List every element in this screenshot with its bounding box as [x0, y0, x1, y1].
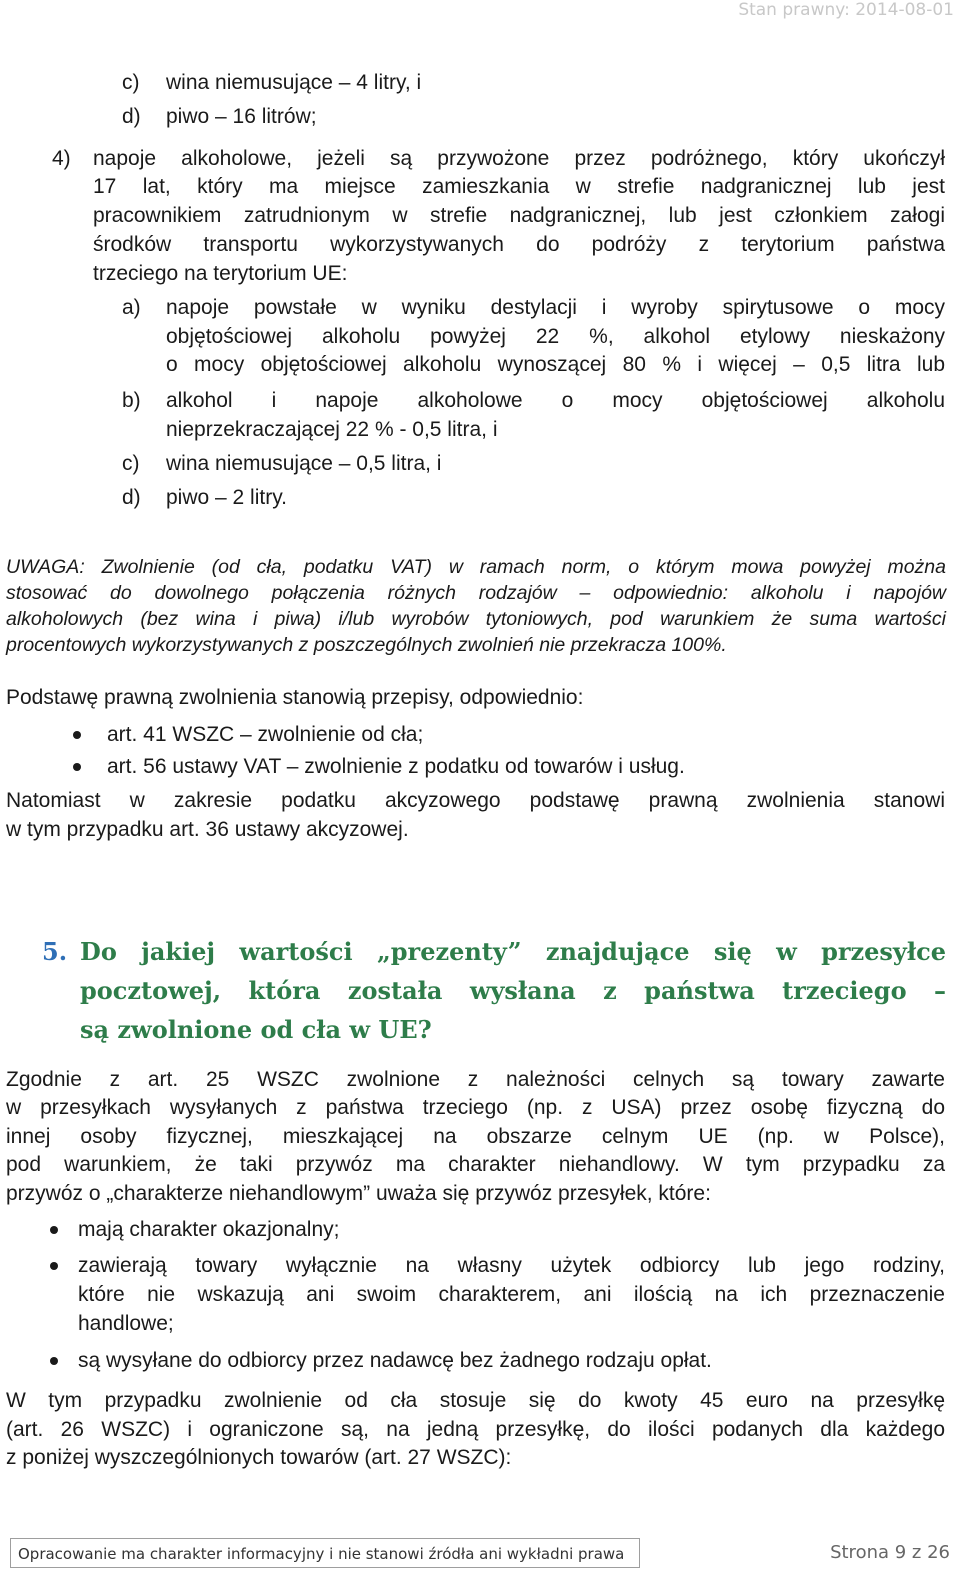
list-marker: c) — [122, 71, 140, 94]
paragraph-line: nieprzekraczającej 22 % - 0,5 litra, i — [166, 418, 498, 441]
paragraph-line: (art. 26 WSZC) i ograniczone są, na jedną przesyłkę, do ilości podanych dla każdego — [6, 1418, 945, 1441]
note-line: UWAGA: Zwolnienie (od cła, podatku VAT) w ramach norm, o którym mowa powyżej można — [6, 556, 946, 578]
paragraph-line: trzeciego na terytorium UE: — [93, 262, 348, 285]
bullet-text: zawierają towary wyłącznie na własny użytek odbiorcy lub jego rodziny, — [78, 1254, 945, 1277]
paragraph-line: pod warunkiem, że taki przywóz ma charakter niehandlowy. W tym przypadku za — [6, 1153, 945, 1176]
paragraph-line: z poniżej wyszczególnionych towarów (art. 27 WSZC): — [6, 1446, 512, 1469]
paragraph-line: 17 lat, który ma miejsce zamieszkania w strefie nadgranicznej lub jest — [93, 175, 945, 198]
paragraph-line: w przesyłkach wysyłanych z państwa trzeciego (np. z USA) przez osobę fizyczną do — [6, 1096, 945, 1119]
bullet-icon — [50, 1357, 58, 1365]
paragraph-line: pracownikiem zatrudnionym w strefie nadgranicznej, lub jest członkiem załogi — [93, 204, 945, 227]
list-marker: c) — [122, 452, 140, 475]
bullet-text: są wysyłane do odbiorcy przez nadawcę bez żadnego rodzaju opłat. — [78, 1349, 712, 1372]
list-marker: b) — [122, 389, 141, 412]
paragraph-line: wina niemusujące – 0,5 litra, i — [166, 452, 442, 475]
question-heading-line: pocztowej, która została wysłana z państwa trzeciego – — [80, 976, 946, 1005]
bullet-text: które nie wskazują ani swoim charakterem, ani ilością na ich przeznaczenie — [78, 1283, 945, 1306]
page-number: Strona 9 z 26 — [830, 1542, 950, 1563]
list-marker: 4) — [52, 147, 71, 170]
paragraph-line: napoje powstałe w wyniku destylacji i wyroby spirytusowe o mocy — [166, 296, 945, 319]
note-line: alkoholowych (bez wina i piwa) i/lub wyrobów tytoniowych, pod warunkiem że suma wartości — [6, 608, 946, 630]
list-marker: d) — [122, 486, 141, 509]
question-number: 5. — [42, 937, 68, 966]
paragraph-line: alkohol i napoje alkoholowe o mocy objętościowej alkoholu — [166, 389, 945, 412]
question-heading-line: Do jakiej wartości „prezenty” znajdujące się w przesyłce — [80, 937, 946, 966]
paragraph-line: W tym przypadku zwolnienie od cła stosuje się do kwoty 45 euro na przesyłkę — [6, 1389, 945, 1412]
bullet-text: mają charakter okazjonalny; — [78, 1218, 340, 1241]
bullet-icon — [73, 731, 81, 739]
paragraph-line: Podstawę prawną zwolnienia stanowią przepisy, odpowiednio: — [6, 686, 584, 709]
list-item-text: wina niemusujące – 4 litry, i — [166, 71, 422, 94]
bullet-text: handlowe; — [78, 1312, 174, 1335]
list-marker: a) — [122, 296, 141, 319]
paragraph-line: o mocy objętościowej alkoholu wynoszącej 80 % i więcej – 0,5 litra lub — [166, 353, 945, 376]
bullet-text: art. 41 WSZC – zwolnienie od cła; — [107, 723, 424, 746]
bullet-text: art. 56 ustawy VAT – zwolnienie z podatku od towarów i usług. — [107, 755, 685, 778]
bullet-icon — [50, 1226, 58, 1234]
question-heading-line: są zwolnione od cła w UE? — [80, 1015, 432, 1044]
bullet-icon — [73, 763, 81, 771]
note-line: procentowych wykorzystywanych z poszczególnych zwolnień nie przekracza 100%. — [6, 634, 727, 656]
list-item-text: piwo – 16 litrów; — [166, 105, 317, 128]
paragraph-line: w tym przypadku art. 36 ustawy akcyzowej. — [6, 818, 409, 841]
paragraph-line: Zgodnie z art. 25 WSZC zwolnione z należności celnych są towary zawarte — [6, 1068, 945, 1091]
paragraph-line: objętościowej alkoholu powyżej 22 %, alkohol etylowy nieskażony — [166, 325, 945, 348]
list-marker: d) — [122, 105, 141, 128]
paragraph-line: piwo – 2 litry. — [166, 486, 287, 509]
paragraph-line: Natomiast w zakresie podatku akcyzowego podstawę prawną zwolnienia stanowi — [6, 789, 945, 812]
footer-disclaimer: Opracowanie ma charakter informacyjny i nie stanowi źródła ani wykładni prawa — [18, 1545, 625, 1563]
paragraph-line: środków transportu wykorzystywanych do podróży z terytorium państwa — [93, 233, 945, 256]
legal-status-header: Stan prawny: 2014-08-01 — [738, 0, 954, 20]
paragraph-line: innej osoby fizycznej, mieszkającej na obszarze celnym UE (np. w Polsce), — [6, 1125, 945, 1148]
note-line: stosować do dowolnego połączenia różnych rodzajów – odpowiednio: alkoholu i napojów — [6, 582, 946, 604]
bullet-icon — [50, 1262, 58, 1270]
paragraph-line: napoje alkoholowe, jeżeli są przywożone przez podróżnego, który ukończył — [93, 147, 945, 170]
paragraph-line: przywóz o „charakterze niehandlowym” uważa się przywóz przesyłek, które: — [6, 1182, 711, 1205]
